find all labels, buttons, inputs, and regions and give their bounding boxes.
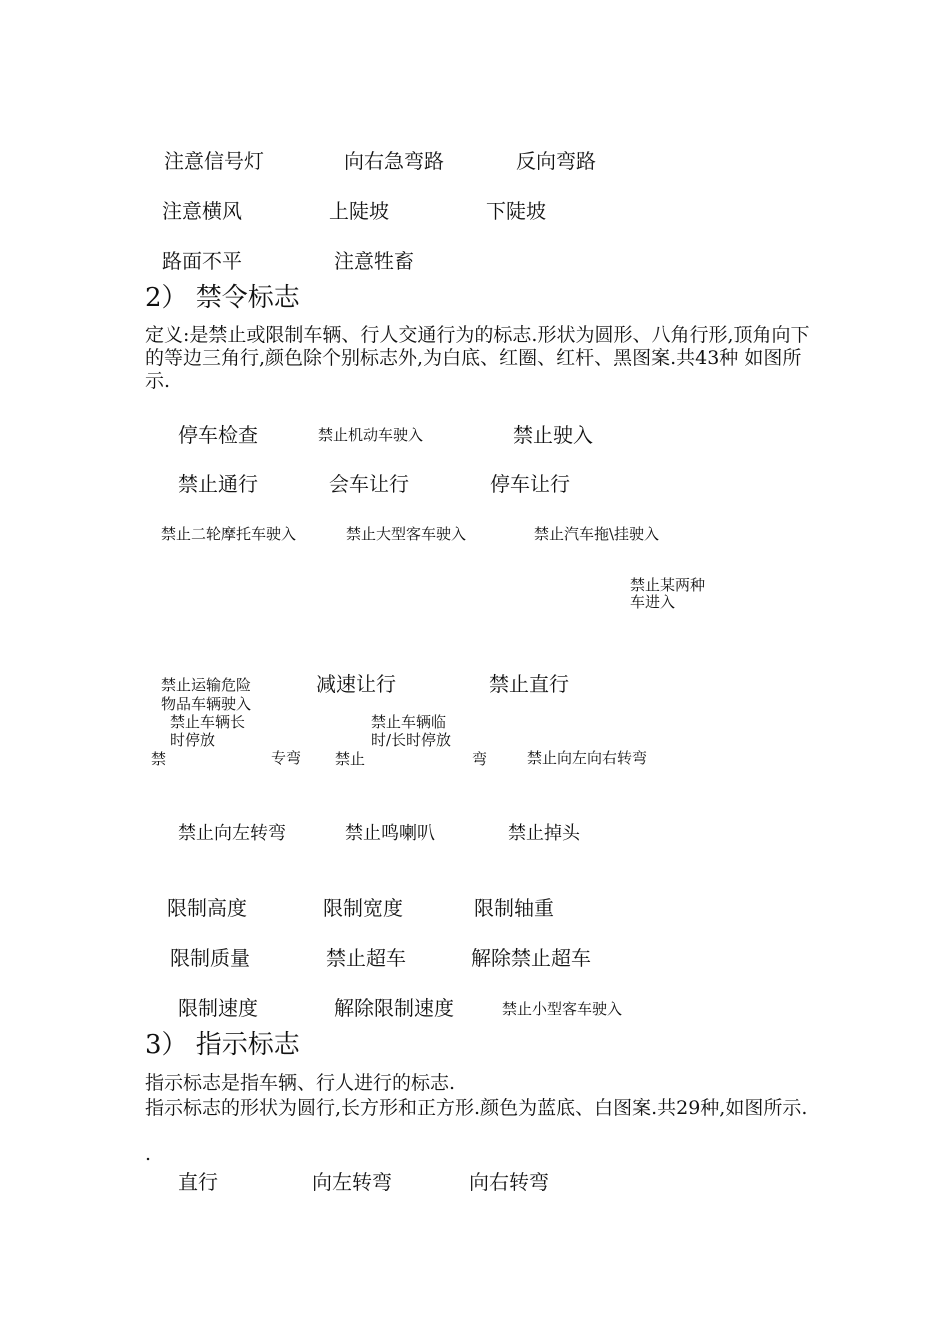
label-steep-ascent: 上陡坡 bbox=[329, 199, 389, 223]
label-no-two-kinds-line1: 禁止某两种 bbox=[630, 576, 706, 594]
label-axle-load-limit: 限制轴重 bbox=[474, 896, 554, 920]
mandatory-line1: 指示标志是指车辆、行人进行的标志. bbox=[145, 1072, 456, 1094]
label-crosswind: 注意横风 bbox=[162, 199, 242, 223]
label-end-no-overtaking: 解除禁止超车 bbox=[471, 946, 591, 970]
label-no-u-turn: 禁止掉头 bbox=[508, 823, 580, 844]
label-no-temp-parking-line2: 时/长时停放 bbox=[371, 731, 452, 749]
label-fragment-3: 禁止 bbox=[335, 750, 366, 768]
label-no-motorcycles: 禁止二轮摩托车驶入 bbox=[161, 525, 297, 543]
label-no-overtaking: 禁止超车 bbox=[326, 946, 406, 970]
label-fragment-4: 弯 bbox=[472, 750, 488, 768]
label-livestock: 注意牲畜 bbox=[334, 249, 414, 273]
mandatory-line2: 指示标志的形状为圆行,长方形和正方形.颜色为蓝底、白图案.共29种,如图所示. bbox=[145, 1097, 808, 1119]
label-yield-oncoming: 会车让行 bbox=[329, 472, 409, 496]
label-go-straight: 直行 bbox=[178, 1170, 218, 1194]
label-no-left-turn: 禁止向左转弯 bbox=[178, 823, 286, 844]
label-no-dangerous-goods-line1: 禁止运输危险 bbox=[161, 676, 252, 694]
clipped-line-wrap bbox=[161, 695, 252, 713]
label-speed-limit: 限制速度 bbox=[178, 996, 258, 1020]
label-stop-yield: 停车让行 bbox=[490, 472, 570, 496]
section-heading-prohibition: 2） 禁令标志 bbox=[145, 283, 300, 313]
label-end-speed-limit: 解除限制速度 bbox=[334, 996, 454, 1020]
label-no-entry: 禁止驶入 bbox=[513, 423, 593, 447]
label-no-long-parking-line2: 时停放 bbox=[170, 731, 216, 749]
label-sharp-right-curve: 向右急弯路 bbox=[344, 149, 444, 173]
clipped-fragment bbox=[472, 750, 488, 769]
label-no-small-cars: 禁止小型客车驶入 bbox=[502, 1000, 623, 1018]
label-weight-limit: 限制质量 bbox=[170, 946, 250, 970]
label-stop-inspection: 停车检查 bbox=[178, 423, 258, 447]
label-turn-right: 向右转弯 bbox=[469, 1170, 549, 1194]
label-turn-left: 向左转弯 bbox=[312, 1170, 392, 1194]
label-no-horn: 禁止鸣喇叭 bbox=[345, 823, 435, 844]
label-no-left-right-turn: 禁止向左向右转弯 bbox=[527, 749, 648, 767]
label-no-large-buses: 禁止大型客车驶入 bbox=[346, 525, 467, 543]
label-no-dangerous-goods-line2: 物品车辆驶入 bbox=[161, 695, 252, 713]
label-no-trailers: 禁止汽车拖\挂驶入 bbox=[534, 525, 660, 543]
label-slow-yield: 减速让行 bbox=[316, 672, 396, 696]
label-warning-signal-light: 注意信号灯 bbox=[164, 149, 264, 173]
label-fragment-1: 禁 bbox=[151, 750, 167, 768]
label-height-limit: 限制高度 bbox=[167, 896, 247, 920]
label-no-passing-through: 禁止通行 bbox=[178, 472, 258, 496]
label-no-temp-parking-line1: 禁止车辆临 bbox=[371, 713, 447, 731]
label-no-motor-vehicles: 禁止机动车驶入 bbox=[318, 426, 424, 444]
label-width-limit: 限制宽度 bbox=[323, 896, 403, 920]
stray-dot: . bbox=[145, 1143, 152, 1165]
label-steep-descent: 下陡坡 bbox=[486, 199, 546, 223]
section-heading-mandatory: 3） 指示标志 bbox=[145, 1030, 300, 1060]
label-fragment-2: 专弯 bbox=[271, 749, 302, 767]
label-no-two-kinds-line2: 车进入 bbox=[630, 593, 676, 611]
clipped-fragment bbox=[151, 750, 167, 769]
definition-paragraph: 定义:是禁止或限制车辆、行人交通行为的标志.形状为圆形、八角行形,顶角向下的等边三角行,颜色除个别标志外,为白底、红圈、红杆、黑图案.共43种 如图所示. bbox=[145, 324, 810, 392]
label-no-long-parking-line1: 禁止车辆长 bbox=[170, 713, 246, 731]
label-no-straight: 禁止直行 bbox=[489, 672, 569, 696]
label-uneven-road: 路面不平 bbox=[162, 249, 242, 273]
label-reverse-curve: 反向弯路 bbox=[516, 149, 596, 173]
clipped-fragment bbox=[335, 750, 366, 769]
